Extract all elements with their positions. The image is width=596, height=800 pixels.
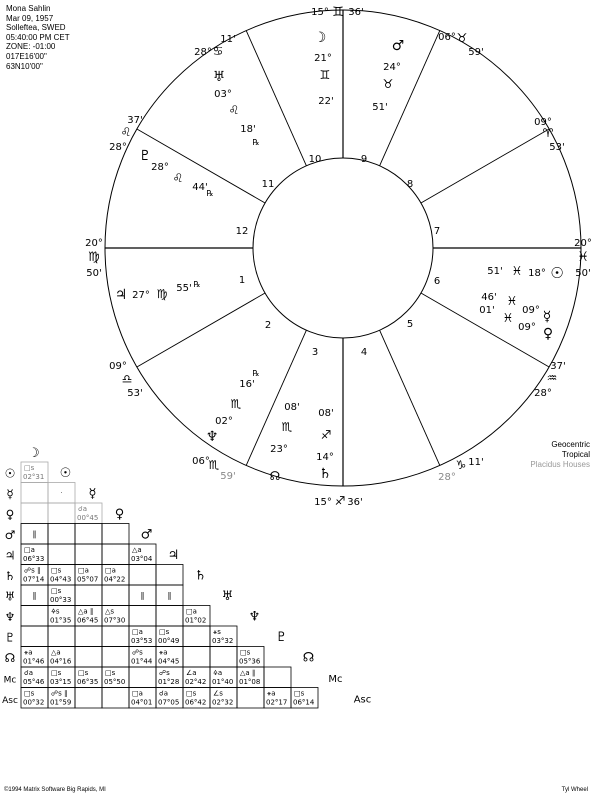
grid-cell-orb: 06°35 xyxy=(77,678,99,686)
grid-cell xyxy=(102,524,129,545)
grid-row-label-6: ♅ xyxy=(4,589,16,604)
grid-cell xyxy=(48,524,75,545)
grid-cell-aspect: ☍s ∥ xyxy=(24,566,41,575)
grid-cell xyxy=(102,688,129,709)
grid-cell-aspect: □s xyxy=(51,669,62,677)
grid-cell-orb: 06°45 xyxy=(77,616,99,625)
grid-cell-aspect: △a xyxy=(51,648,61,657)
jupiter-glyph: ♃ xyxy=(114,287,128,303)
mars-glyph: ♂ xyxy=(391,38,405,54)
pluto-retrograde: ℞ xyxy=(206,189,214,198)
mars-minutes: 51' xyxy=(372,102,388,113)
grid-cell xyxy=(129,565,156,586)
grid-cell xyxy=(183,626,210,647)
cusp3-degree: 06° xyxy=(192,456,210,467)
grid-cell-orb: 05°50 xyxy=(104,678,126,686)
mc-minutes: 36' xyxy=(348,7,364,18)
grid-cell-orb: 00°45 xyxy=(77,514,99,522)
grid-cell xyxy=(21,626,48,647)
grid-cell-orb: 02°42 xyxy=(185,678,207,686)
longitude: 017E16'00" xyxy=(6,51,47,61)
grid-cell-aspect: □s xyxy=(159,628,170,636)
grid-cell xyxy=(102,626,129,647)
grid-cell-aspect: ☌a xyxy=(24,669,33,677)
grid-cell-orb: 04°45 xyxy=(158,657,180,666)
grid-cell xyxy=(156,565,183,586)
grid-cell-orb: 04°22 xyxy=(104,575,126,584)
jupiter-sign-glyph: ♍ xyxy=(156,287,168,301)
cusp8-sign-glyph: ♈ xyxy=(542,126,554,140)
legend-houses: Placidus Houses xyxy=(530,460,590,469)
ic-sign-glyph: ♐ xyxy=(334,494,346,508)
grid-cell-aspect: □a xyxy=(186,607,197,616)
uranus-retrograde: ℞ xyxy=(252,138,260,147)
grid-cell-aspect: 🜍a xyxy=(213,669,223,677)
grid-cell xyxy=(237,688,264,709)
house-number-5: 5 xyxy=(406,319,414,330)
latitude: 63N10'00" xyxy=(6,61,43,71)
venus-minutes: 01' xyxy=(479,305,495,316)
grid-row-label-10: Mc xyxy=(3,675,17,686)
grid-diag-7: ♅ xyxy=(221,589,234,604)
cusp3-minutes: 59' xyxy=(220,471,236,482)
grid-cell-symbol: · xyxy=(60,488,63,498)
grid-cell-symbol: ∥ xyxy=(140,591,145,600)
sun-sign-glyph: ♓ xyxy=(511,264,523,278)
grid-cell xyxy=(75,524,102,545)
cusp9-sign-glyph: ♉ xyxy=(456,31,468,45)
grid-cell xyxy=(75,626,102,647)
grid-cell-aspect: ☍s xyxy=(159,669,170,677)
desc-degree: 20° xyxy=(574,238,592,249)
pluto-glyph: ♇ xyxy=(138,148,152,164)
grid-cell-aspect: ∠a xyxy=(186,669,197,677)
footer-copyright: ©1994 Matrix Software Big Rapids, MI xyxy=(4,787,106,793)
time-zone: ZONE: -01:00 xyxy=(6,42,56,52)
grid-diag-1: ☉ xyxy=(59,466,72,481)
sun-glyph: ☉ xyxy=(550,264,564,282)
house-number-3: 3 xyxy=(311,347,319,358)
cusp3-sign-glyph: ♏ xyxy=(208,458,220,472)
grid-cell-aspect: ⚹a xyxy=(24,648,33,657)
cusp6-degree: 28° xyxy=(534,388,552,399)
grid-row-label-5: ♄ xyxy=(4,568,16,583)
mc-degree: 15° xyxy=(311,7,329,18)
grid-cell xyxy=(183,647,210,668)
grid-cell-aspect: ∠s xyxy=(213,689,223,698)
grid-cell-aspect: □a xyxy=(105,566,116,575)
sun-degree: 18° xyxy=(528,268,546,279)
grid-cell-aspect: □s xyxy=(78,669,89,677)
asc-degree: 20° xyxy=(85,238,103,249)
grid-row-label-4: ♃ xyxy=(4,548,16,563)
grid-cell xyxy=(129,667,156,688)
grid-diag-0: ☽ xyxy=(28,446,40,461)
neptune-degree: 02° xyxy=(215,416,233,427)
moon-glyph: ☽ xyxy=(313,30,327,46)
grid-cell-symbol: ∥ xyxy=(167,591,172,600)
grid-row-label-11: Asc xyxy=(2,695,18,706)
asc-minutes: 50' xyxy=(86,268,102,279)
legend-tropical: Tropical xyxy=(561,450,590,459)
neptune-glyph: ♆ xyxy=(205,429,219,445)
grid-row-label-3: ♂ xyxy=(4,527,16,542)
grid-cell-aspect: ⚹s xyxy=(213,628,221,636)
moon-degree: 21° xyxy=(314,53,332,64)
grid-cell-aspect: ☌a xyxy=(159,689,168,698)
grid-row-label-9: ☊ xyxy=(4,650,16,665)
grid-diag-11: Mc xyxy=(328,674,343,685)
uranus-minutes: 18' xyxy=(240,124,256,135)
grid-cell xyxy=(129,606,156,627)
grid-cell xyxy=(21,483,48,504)
pluto-sign-glyph: ♌ xyxy=(172,171,184,185)
grid-cell-symbol: ∥ xyxy=(32,529,37,539)
grid-cell-orb: 04°43 xyxy=(50,575,72,584)
grid-cell xyxy=(48,626,75,647)
grid-cell-orb: 06°42 xyxy=(185,698,207,707)
neptune-sign-glyph: ♏ xyxy=(230,397,242,411)
house-number-4: 4 xyxy=(360,347,368,358)
grid-diag-9: ♇ xyxy=(275,630,288,645)
grid-cell-orb: 01°44 xyxy=(131,657,153,666)
saturn-glyph: ♄ xyxy=(318,466,332,482)
cusp5-degree: 28° xyxy=(438,472,456,483)
node-minutes: 08' xyxy=(284,402,300,413)
grid-cell-aspect: △a xyxy=(132,546,142,554)
grid-cell-orb: 01°59 xyxy=(50,698,72,707)
grid-cell xyxy=(102,647,129,668)
grid-cell-orb: 01°35 xyxy=(50,616,72,625)
grid-cell-aspect: □a xyxy=(78,566,89,575)
grid-diag-10: ☊ xyxy=(302,650,315,666)
grid-cell-aspect: □s xyxy=(24,464,35,472)
grid-cell xyxy=(102,585,129,606)
grid-cell xyxy=(48,544,75,565)
grid-cell xyxy=(21,503,48,524)
footer-wheel-type: Tyl Wheel xyxy=(561,787,588,793)
birth-place: Solleftea, SWED xyxy=(6,23,66,33)
grid-cell-orb: 01°08 xyxy=(239,678,261,686)
neptune-minutes: 16' xyxy=(239,379,255,390)
grid-row-label-8: ♇ xyxy=(4,630,16,645)
birth-time: 05:40:00 PM CET xyxy=(6,32,70,42)
grid-cell-aspect: ⚹a xyxy=(267,689,276,698)
grid-cell xyxy=(21,606,48,627)
jupiter-minutes: 55' xyxy=(176,283,192,294)
ic-minutes: 36' xyxy=(347,497,363,508)
grid-cell xyxy=(102,544,129,565)
cusp11-sign-glyph: ♋ xyxy=(212,44,224,58)
grid-cell-aspect: □s xyxy=(24,689,35,698)
grid-row-label-7: ♆ xyxy=(4,609,16,624)
grid-cell-aspect: □a xyxy=(132,628,143,636)
grid-cell-orb: 00°33 xyxy=(50,596,72,604)
grid-cell-orb: 01°40 xyxy=(212,678,234,686)
grid-cell-aspect: △a ∥ xyxy=(78,607,94,616)
grid-diag-12: Asc xyxy=(353,694,372,706)
mercury-glyph: ☿ xyxy=(542,309,552,325)
grid-cell xyxy=(48,503,75,524)
grid-cell-aspect: □s xyxy=(51,566,62,575)
grid-cell-orb: 01°28 xyxy=(158,678,180,686)
house-number-10: 10 xyxy=(308,154,322,165)
cusp9-minutes: 59' xyxy=(468,47,484,58)
grid-cell-orb: 03°15 xyxy=(50,678,72,686)
house-number-7: 7 xyxy=(433,226,441,237)
jupiter-retrograde: ℞ xyxy=(193,280,201,289)
ic-degree: 15° xyxy=(314,497,332,508)
birth-date: Mar 09, 1957 xyxy=(6,13,54,23)
saturn-sign-glyph: ♐ xyxy=(320,428,332,442)
mars-sign-glyph: ♉ xyxy=(382,77,394,91)
saturn-minutes: 08' xyxy=(318,408,334,419)
cusp12-minutes: 37' xyxy=(127,115,143,126)
grid-diag-6: ♄ xyxy=(194,568,207,584)
grid-diag-5: ♃ xyxy=(167,548,180,563)
grid-cell-aspect: △a ∥ xyxy=(240,669,256,677)
desc-sign-glyph: ♓ xyxy=(577,250,589,265)
mercury-sign-glyph: ♓ xyxy=(506,294,518,308)
venus-sign-glyph: ♓ xyxy=(502,311,514,325)
uranus-glyph: ♅ xyxy=(212,69,226,85)
grid-cell xyxy=(156,606,183,627)
grid-cell-orb: 07°30 xyxy=(104,616,126,625)
cusp6-sign-glyph: ♒ xyxy=(546,371,558,385)
grid-cell-aspect: □s xyxy=(51,587,62,595)
grid-cell-orb: 03°04 xyxy=(131,555,153,563)
pluto-minutes: 44' xyxy=(192,182,208,193)
house-number-8: 8 xyxy=(406,179,414,190)
grid-diag-8: ♆ xyxy=(248,609,261,625)
grid-row-label-1: ☿ xyxy=(6,486,14,501)
grid-cell-orb: 04°01 xyxy=(131,698,153,707)
grid-cell-orb: 07°05 xyxy=(158,698,180,707)
mars-degree: 24° xyxy=(383,62,401,73)
node-glyph: ☊ xyxy=(269,469,281,483)
grid-cell-aspect: □a xyxy=(24,546,35,554)
house-number-9: 9 xyxy=(360,154,368,165)
grid-cell-aspect: ☍s ∥ xyxy=(51,689,68,698)
house-number-2: 2 xyxy=(264,320,272,331)
grid-cell-symbol: ∥ xyxy=(32,591,37,600)
cusp5-sign-glyph: ♑ xyxy=(455,458,467,472)
grid-cell-aspect: □a xyxy=(132,689,143,698)
grid-cell-orb: 02°31 xyxy=(23,473,45,481)
cusp12-sign-glyph: ♌ xyxy=(120,125,132,139)
uranus-degree: 03° xyxy=(214,89,232,100)
house-number-6: 6 xyxy=(433,276,441,287)
grid-cell-orb: 03°53 xyxy=(131,637,153,645)
grid-cell-aspect: ☌a xyxy=(78,505,87,513)
grid-cell xyxy=(210,647,237,668)
grid-cell-aspect: □s xyxy=(105,669,116,677)
grid-row-label-0: ☉ xyxy=(4,466,16,481)
person-name: Mona Sahlin xyxy=(6,4,51,13)
venus-glyph: ♀ xyxy=(542,326,554,342)
grid-cell-aspect: ⚹a xyxy=(159,648,168,657)
grid-cell-orb: 01°02 xyxy=(185,616,207,625)
cusp2-minutes: 53' xyxy=(127,388,143,399)
cusp12-degree: 28° xyxy=(109,142,127,153)
house-number-1: 1 xyxy=(238,275,246,286)
moon-minutes: 22' xyxy=(318,96,334,107)
cusp5-minutes: 11' xyxy=(468,457,484,468)
mercury-degree: 09° xyxy=(522,305,540,316)
grid-cell xyxy=(75,688,102,709)
cusp11-degree: 28° xyxy=(194,47,212,58)
grid-cell-aspect: □s xyxy=(186,689,197,698)
grid-row-label-2: ♀ xyxy=(5,507,15,522)
grid-cell-orb: 05°36 xyxy=(239,657,261,666)
grid-cell xyxy=(75,647,102,668)
cusp2-sign-glyph: ♎ xyxy=(121,372,133,386)
grid-diag-4: ♂ xyxy=(140,527,153,543)
cusp8-degree: 09° xyxy=(534,117,552,128)
jupiter-degree: 27° xyxy=(132,290,150,301)
mercury-minutes: 46' xyxy=(481,292,497,303)
grid-cell-orb: 05°07 xyxy=(77,575,99,584)
mc-sign-glyph: ♊ xyxy=(332,5,344,20)
cusp6-minutes: 37' xyxy=(550,361,566,372)
sun-minutes: 51' xyxy=(487,266,503,277)
grid-cell xyxy=(75,544,102,565)
grid-cell-orb: 06°33 xyxy=(23,555,45,563)
neptune-retrograde: ℞ xyxy=(252,369,260,378)
cusp2-degree: 09° xyxy=(109,361,127,372)
grid-cell-aspect: △s xyxy=(105,607,115,616)
grid-cell-orb: 00°49 xyxy=(158,637,180,645)
legend-geocentric: Geocentric xyxy=(551,440,590,449)
grid-cell xyxy=(75,585,102,606)
house-number-11: 11 xyxy=(261,179,275,190)
node-sign-glyph: ♏ xyxy=(281,420,293,434)
grid-cell-orb: 00°32 xyxy=(23,698,45,707)
saturn-degree: 14° xyxy=(316,452,334,463)
uranus-sign-glyph: ♌ xyxy=(228,103,240,117)
cusp9-degree: 06° xyxy=(438,32,456,43)
grid-cell-orb: 02°32 xyxy=(212,698,234,707)
grid-cell-aspect: ☍s xyxy=(132,648,143,657)
grid-cell-orb: 03°32 xyxy=(212,637,234,645)
grid-cell-orb: 01°46 xyxy=(23,657,45,666)
grid-cell-aspect: □s xyxy=(294,689,305,698)
grid-diag-3: ♀ xyxy=(114,507,125,522)
asc-sign-glyph: ♍ xyxy=(88,250,100,265)
desc-minutes: 50' xyxy=(575,268,591,279)
pluto-degree: 28° xyxy=(151,162,169,173)
grid-cell-aspect: 🜍s xyxy=(51,607,60,616)
moon-sign-glyph: ♊ xyxy=(319,68,331,82)
grid-cell-orb: 07°14 xyxy=(23,575,45,584)
grid-cell-orb: 04°16 xyxy=(50,657,72,666)
grid-cell xyxy=(264,667,291,688)
grid-cell-orb: 02°17 xyxy=(266,698,288,707)
cusp8-minutes: 53' xyxy=(549,142,565,153)
grid-diag-2: ☿ xyxy=(88,486,97,502)
grid-cell-orb: 06°14 xyxy=(293,698,315,707)
house-number-12: 12 xyxy=(235,226,249,237)
venus-degree: 09° xyxy=(518,322,536,333)
grid-cell-orb: 05°46 xyxy=(23,678,45,686)
node-degree: 23° xyxy=(270,444,288,455)
cusp11-minutes: 11' xyxy=(220,34,236,45)
grid-cell-aspect: □s xyxy=(240,648,251,657)
